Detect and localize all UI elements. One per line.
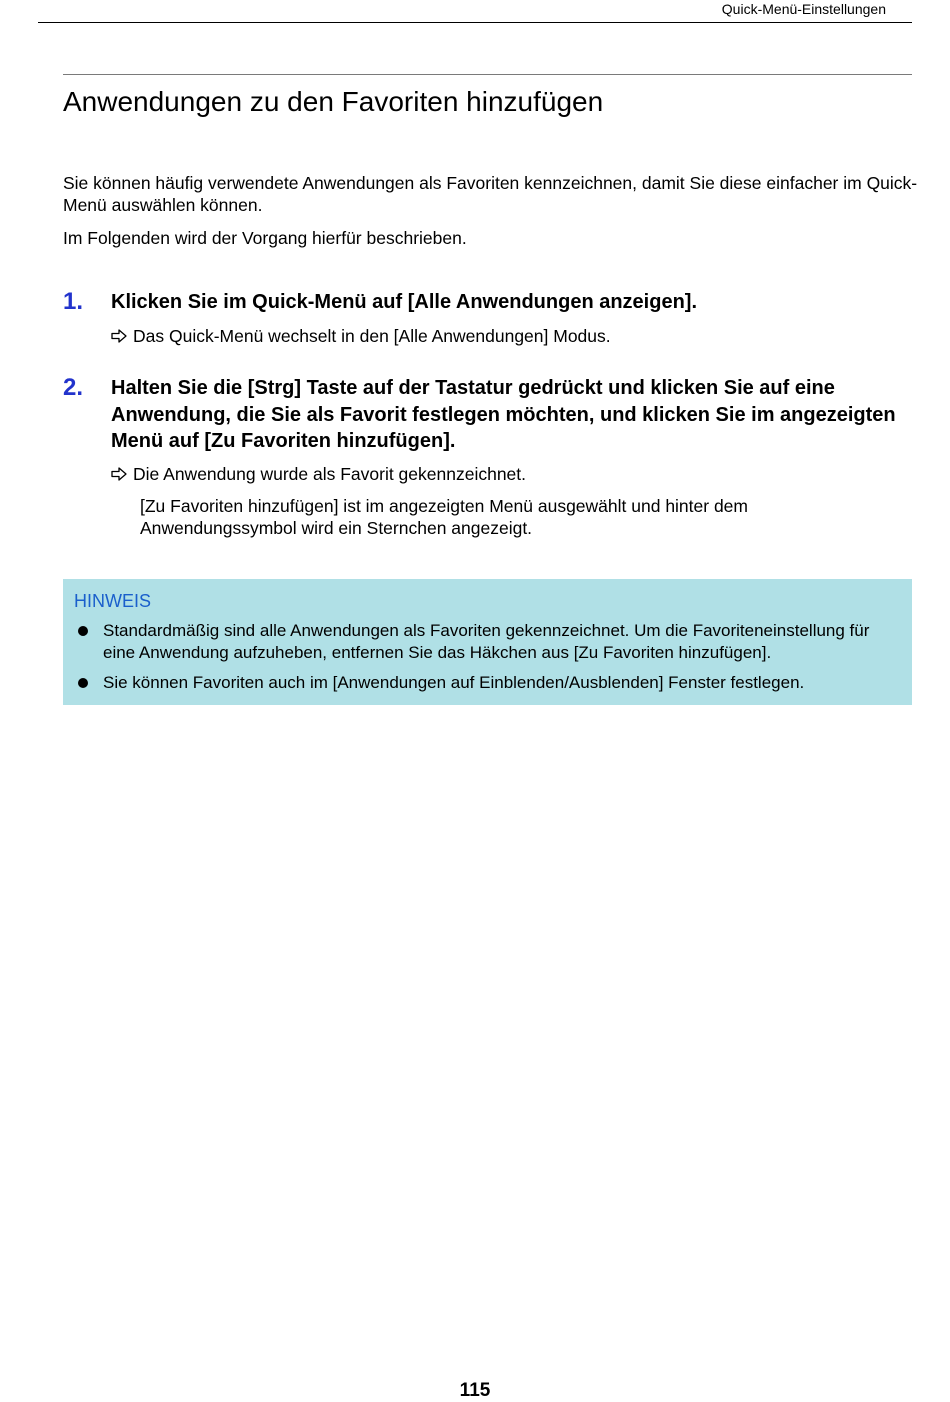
intro-sentence: Im Folgenden wird der Vorgang hierfür beschrieben. — [63, 228, 467, 248]
step-2-detail: [Zu Favoriten hinzufügen] ist im angezeigten Menü ausgewählt und hinter dem Anwendungssymbol wird ein Sternchen angezeigt. — [140, 496, 748, 538]
step-1-result-text: Das Quick-Menü wechselt in den [Alle Anwendungen] Modus. — [133, 326, 611, 346]
step-1-instruction: Klicken Sie im Quick-Menü auf [Alle Anwendungen anzeigen]. — [111, 291, 698, 313]
page-number: 115 — [459, 1380, 491, 1401]
step-1-number: 1. — [63, 288, 84, 315]
result-arrow-icon — [111, 467, 133, 481]
note-item-text: Standardmäßig sind alle Anwendungen als Favoriten gekennzeichnet. Um die Favoriteneinstellung für eine Anwendung aufzuheben, entfernen Sie das Häkchen aus [Zu Favoriten hinzufügen]. — [103, 621, 870, 662]
step-2-result-text: Die Anwendung wurde als Favorit gekennzeichnet. — [133, 464, 527, 484]
bullet-icon — [78, 626, 88, 636]
note-box — [63, 579, 912, 705]
note-item-text: Sie können Favoriten auch im [Anwendungen auf Einblenden/Ausblenden] Fenster festlegen. — [103, 673, 805, 692]
header-divider — [38, 22, 912, 23]
step-2-instruction: Halten Sie die [Strg] Taste auf der Tastatur gedrückt und klicken Sie auf eine Anwendung, die Sie als Favorit festlegen möchten, und klicken Sie im angezeigten Menü auf [Zu Favoriten hinzufügen]. — [111, 377, 896, 452]
step-2-number: 2. — [63, 374, 84, 401]
title-divider — [63, 74, 912, 75]
note-item — [74, 620, 904, 663]
page-title: Anwendungen zu den Favoriten hinzufügen — [63, 86, 604, 117]
step-1-result — [111, 325, 611, 347]
note-item — [74, 672, 904, 694]
step-2-result — [111, 463, 526, 485]
note-title: HINWEIS — [74, 591, 152, 611]
bullet-icon — [78, 678, 88, 688]
result-arrow-icon — [111, 329, 133, 343]
running-header: Quick-Menü-Einstellungen — [721, 1, 886, 17]
intro-paragraph: Sie können häufig verwendete Anwendungen als Favoriten kennzeichnen, damit Sie diese einfacher im Quick-Menü auswählen können. — [63, 173, 918, 215]
